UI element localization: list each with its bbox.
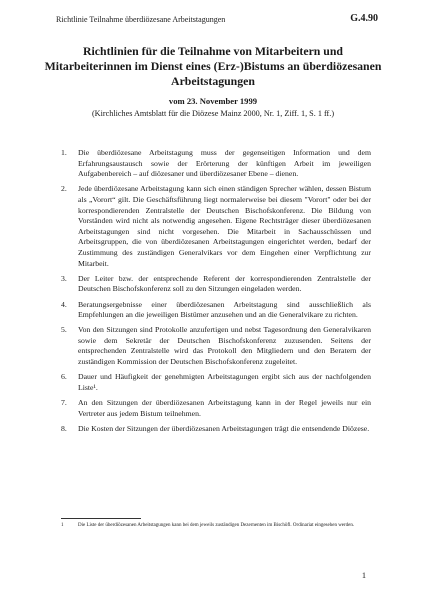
list-item-number: 1. xyxy=(61,148,67,157)
footnote-mark: 1 xyxy=(61,523,64,528)
list-item-text: Beratungsergebnisse einer überdiözesanen Arbeitstagung sind ausschließlich als Empfehlungen an die jeweiligen Bistümer anzusehen und an die Generalvikare zu richten. xyxy=(78,299,371,320)
list-item xyxy=(61,274,371,295)
list-item-text: Der Leiter bzw. der entsprechende Referent der korrespondierenden Zentralstelle der Deutschen Bischofskonferenz soll zu den Sitzungen eingeladen werden. xyxy=(78,273,371,294)
list-item-text: An den Sitzungen der überdiözesanen Arbeitstagung kann in der Regel jeweils nur ein Vertreter aus jedem Bistum teilnehmen. xyxy=(78,398,371,418)
document-title: Richtlinien für die Teilnahme von Mitarbeitern und Mitarbeiterinnen im Dienst eines (Erz-)Bistums an überdiözesanen Arbeitstagungen xyxy=(44,44,382,88)
list-item xyxy=(61,325,371,367)
list-item-text: Dauer und Häufigkeit der genehmigten Arbeitstagungen ergibt sich aus der nachfolgenden Liste¹. xyxy=(78,372,371,392)
list-item-number: 2. xyxy=(61,184,67,194)
document-source: (Kirchliches Amtsblatt für die Diözese Mainz 2000, Nr. 1, Ziff. 1, S. 1 ff.) xyxy=(91,109,335,118)
list-item xyxy=(61,184,371,269)
list-item xyxy=(61,424,371,435)
footnote-divider xyxy=(61,518,141,519)
list-item-number: 6. xyxy=(61,372,67,382)
footnote-text: Die Liste der überdiözesanen Arbeitstagungen kann bei dem jeweils zuständigen Dezernenten im Bischöfl. Ordinariat eingesehen werden. xyxy=(78,523,355,528)
list-item xyxy=(61,372,371,393)
page-number: 1 xyxy=(361,571,366,580)
list-item-text: Von den Sitzungen sind Protokolle anzufertigen und nebst Tagesordnung den Generalvikaren sowie dem Sekretär der Deutschen Bischofskonferenz zuzusenden. Seitens der entsprechenden Zentralstelle wird das Protokoll den Mitgliedern und den Beratern der zuständigen Kommission der Deutschen Bischofskonferenz zugeleitet. xyxy=(78,325,371,367)
list-item-number: 3. xyxy=(61,273,67,283)
footnote xyxy=(61,522,369,529)
list-item xyxy=(61,300,371,321)
list-item xyxy=(61,398,371,419)
list-item-text: Jede überdiözesane Arbeitstagung kann sich einen ständigen Sprecher wählen, dessen Bistum als „Vorort“ gilt. Die Geschäftsführung liegt normalerweise bei diesem "Vorort" oder bei der korrespondierenden Zentralstelle der Deutschen Bischofskonferenz. Die Bildung von Vorständen wird nicht als notwendig angesehen. Eigene Rechtsträger dieser überdiözesanen Arbeitstagungen sind nicht vorgesehen. Die Mitarbeit in Sachausschüssen und Arbeitsgruppen, die von überdiözesanen Arbeitstagungen eingerichtet werden, bedarf der Zustimmung des zuständigen Generalvikars vor dem Eingehen einer Verpflichtung zur Mitarbeit. xyxy=(78,184,371,268)
list-item-number: 4. xyxy=(61,299,67,309)
list-item-number: 7. xyxy=(61,398,67,408)
guideline-list xyxy=(61,148,371,439)
list-item-number: 8. xyxy=(61,423,67,433)
list-item-number: 5. xyxy=(61,325,67,335)
list-item-text: Die Kosten der Sitzungen der überdiözesanen Arbeitstagungen trägt die entsendende Diözese. xyxy=(78,423,370,433)
document-code: G.4.90 xyxy=(350,13,378,24)
running-header: Richtlinie Teilnahme überdiözesane Arbeitstagungen xyxy=(56,15,226,24)
list-item xyxy=(61,148,371,180)
list-item-text: Die überdiözesane Arbeitstagung muss der gegenseitigen Information und dem Erfahrungsaustausch sowie der Erörterung der künftigen Arbeit im jeweiligen Aufgabenbereich – auf diözesaner und überdiözesaner Ebene – dienen. xyxy=(78,148,371,179)
document-date: vom 23. November 1999 xyxy=(168,96,258,106)
